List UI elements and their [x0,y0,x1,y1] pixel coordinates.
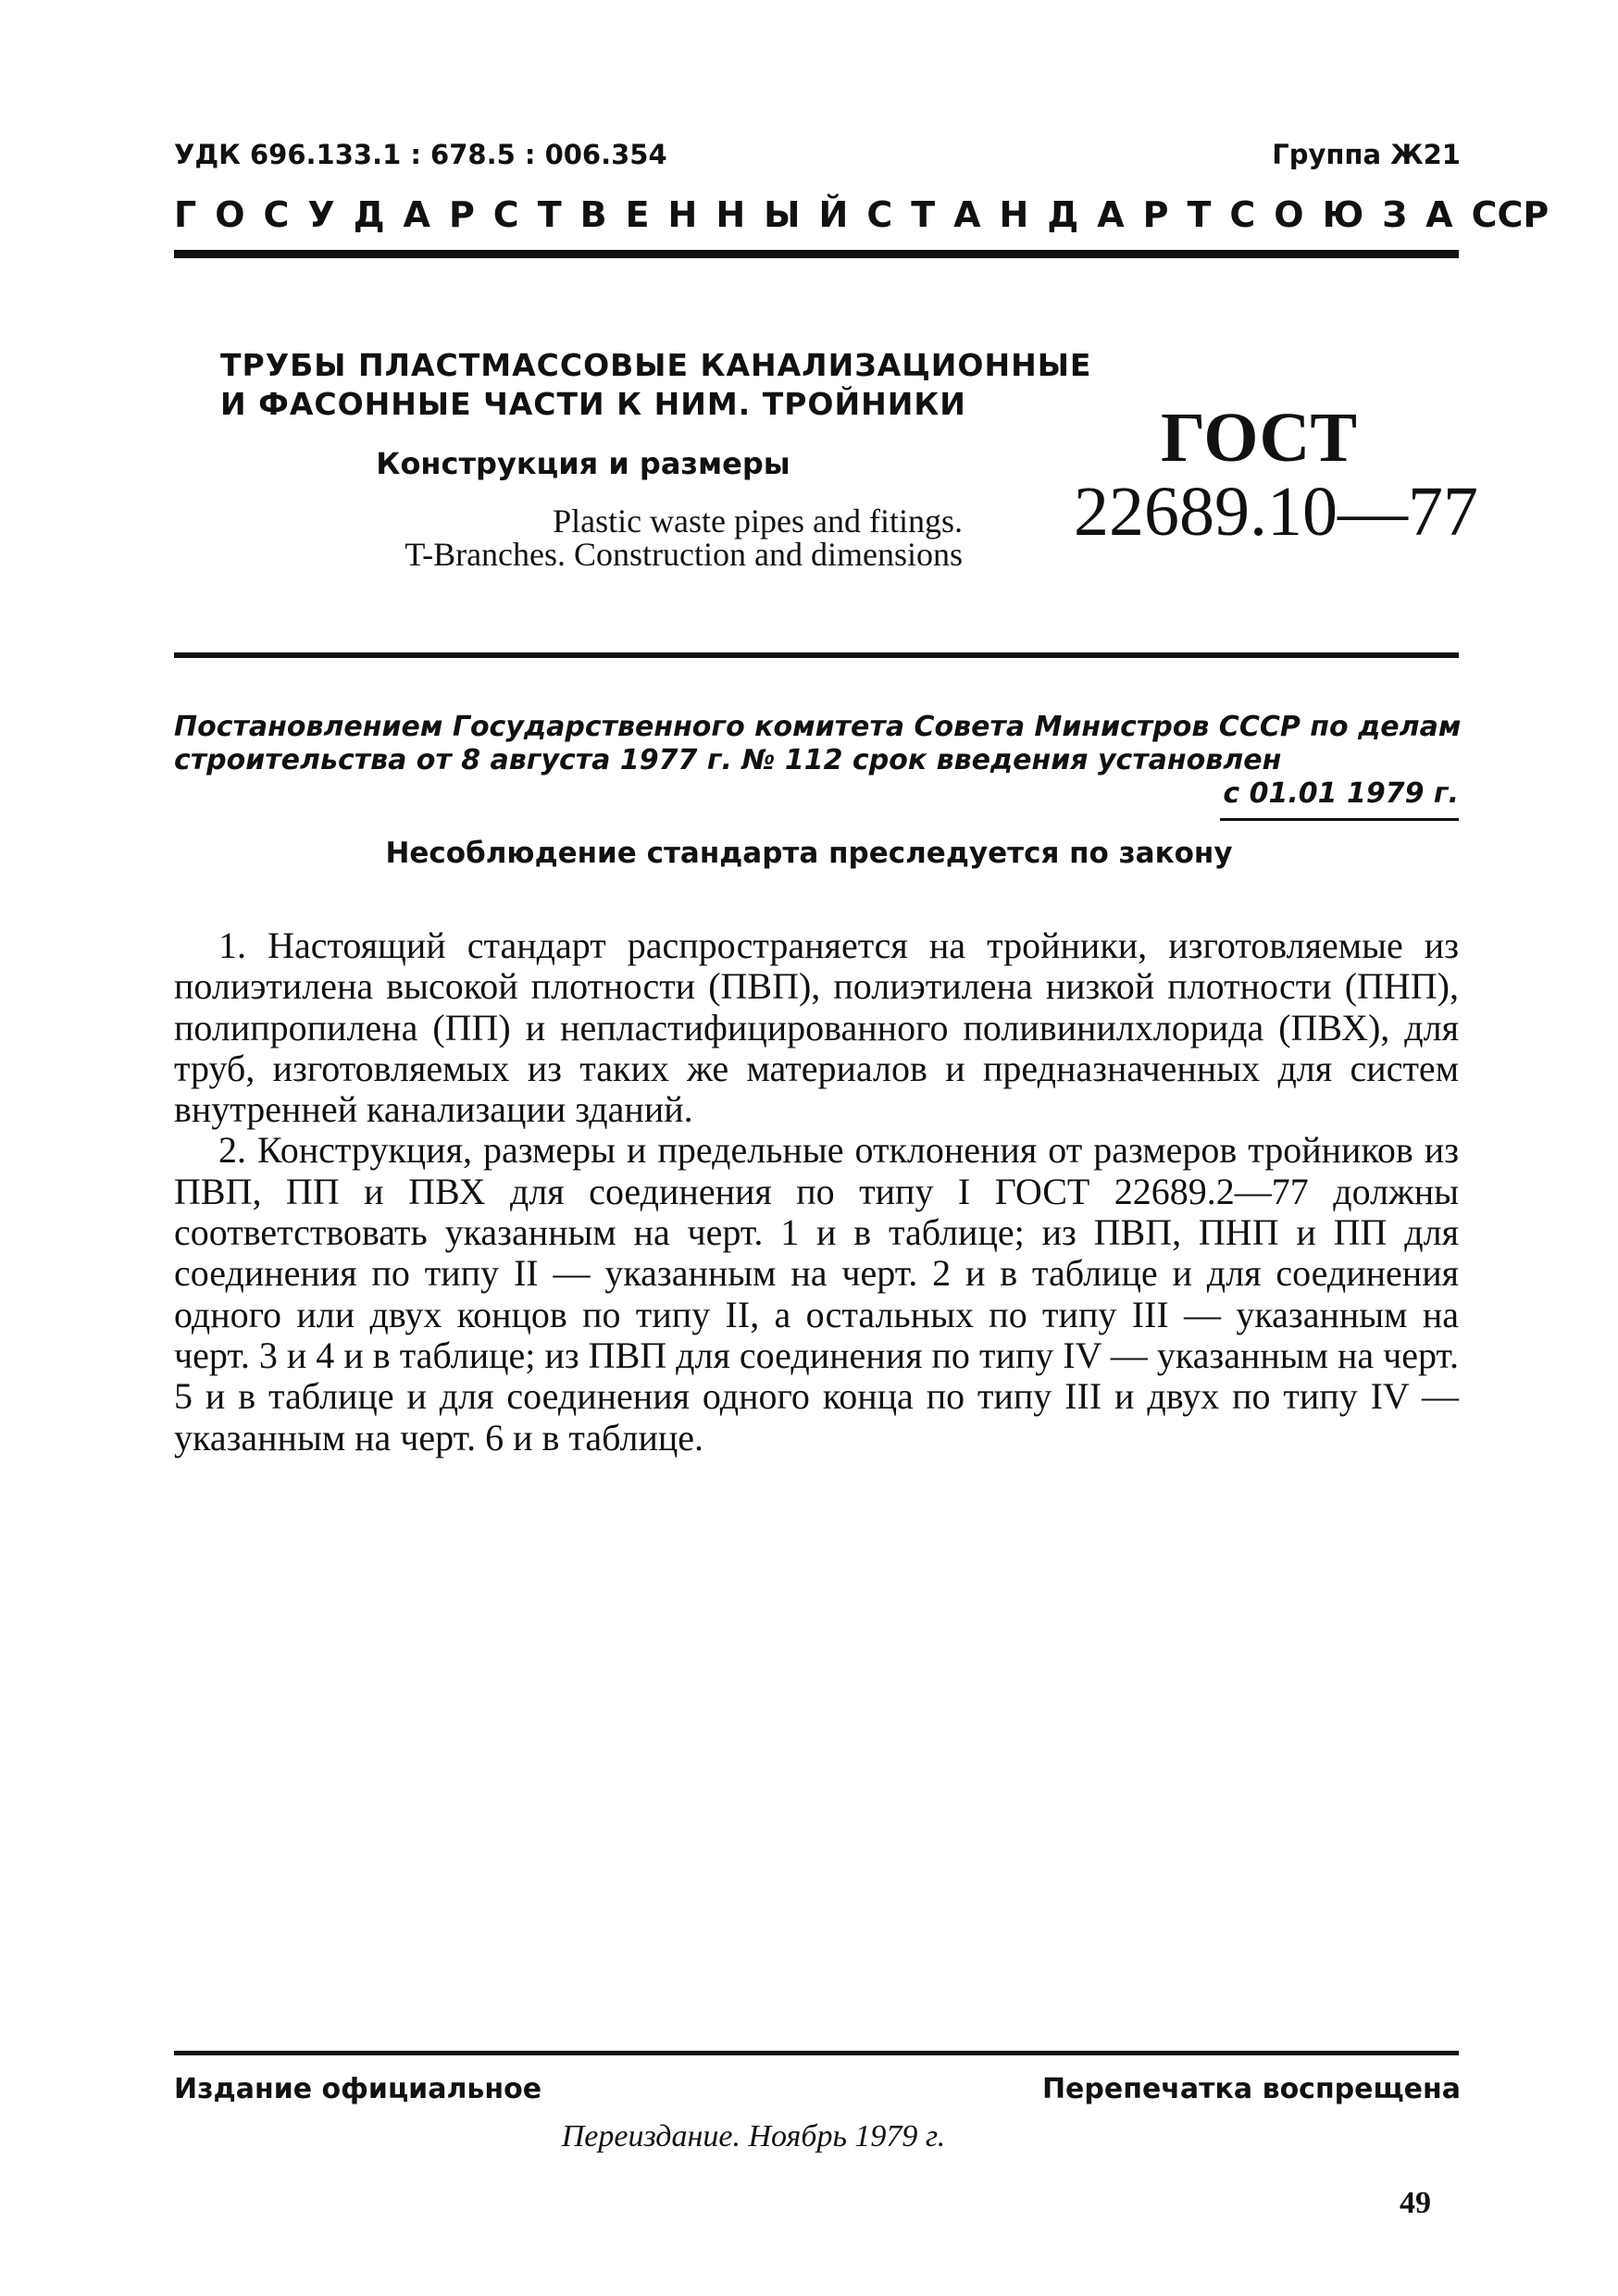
page-number: 49 [1400,2186,1431,2220]
gov-standard-banner [174,194,1550,235]
gost-number: 22689.10—77 [1074,473,1478,551]
gov-word-3: СОЮЗА [1229,194,1472,235]
gov-word-1: ГОСУДАРСТВЕННЫЙ [174,194,867,235]
reissue-note: Переиздание. Ноябрь 1979 г. [561,2119,946,2153]
udk-code: УДК 696.133.1 : 678.5 : 006.354 [174,139,667,170]
paragraph-2: 2. Конструкция, размеры и предельные отклонения от размеров тройников из ПВП, ПП и ПВХ для соединения по типу I ГОСТ 22689.2—77 должны соответствовать указанным на черт. 1 и в таблице; из ПВП, ПНП и ПП для соединения по типу II — указанным на черт. 2 и в таблице и для соединения одного или двух концов по типу II, а остальных по типу III — указанным на черт. 3 и 4 и в таблице; из ПВП для соединения по типу IV — указанным на черт. 5 и в таблице и для соединения одного конца по типу III и двух по типу IV — указанным на черт. 6 и в таблице. [174,1129,1459,1458]
decree-line-1: Постановлением Государственного комитета Совета Министров СССР по делам [174,711,1462,743]
footer-rule [174,2051,1459,2055]
header-rule [174,250,1459,258]
date-underline [1220,818,1459,821]
english-title-1: Plastic waste pipes and fitings. [553,503,963,540]
gov-word-4: ССР [1471,194,1550,235]
title-line-2: И ФАСОННЫЕ ЧАСТИ К НИМ. ТРОЙНИКИ [220,386,966,422]
gost-label: ГОСТ [1160,399,1358,477]
english-title-2: T-Branches. Construction and dimensions [404,536,963,573]
effective-date: с 01.01 1979 г. [1223,777,1459,810]
reprint-prohibited: Перепечатка воспрещена [1041,2073,1461,2105]
gov-word-2: СТАНДАРТ [866,194,1230,235]
group-code: Группа Ж21 [1272,139,1461,170]
law-notice: Несоблюдение стандарта преследуется по закону [385,837,1233,870]
title-line-1: ТРУБЫ ПЛАСТМАССОВЫЕ КАНАЛИЗАЦИОННЫЕ [220,347,1092,383]
subtitle: Конструкция и размеры [376,446,790,481]
title-rule [174,652,1459,658]
decree-line-2: строительства от 8 августа 1977 г. № 112 срок введения установлен [174,744,1282,776]
paragraph-1: 1. Настоящий стандарт распространяется на тройники, изготовляемые из полиэтилена высокой плотности (ПВП), полиэтилена низкой плотности (ПНП), полипропилена (ПП) и непластифицированного поливинилхлорида (ПВХ), для труб, изготовляемых из таких же материалов и предназначенных для систем внутренней канализации зданий. [174,925,1459,1131]
official-edition: Издание официальное [174,2073,542,2105]
body-text [174,925,1459,1458]
